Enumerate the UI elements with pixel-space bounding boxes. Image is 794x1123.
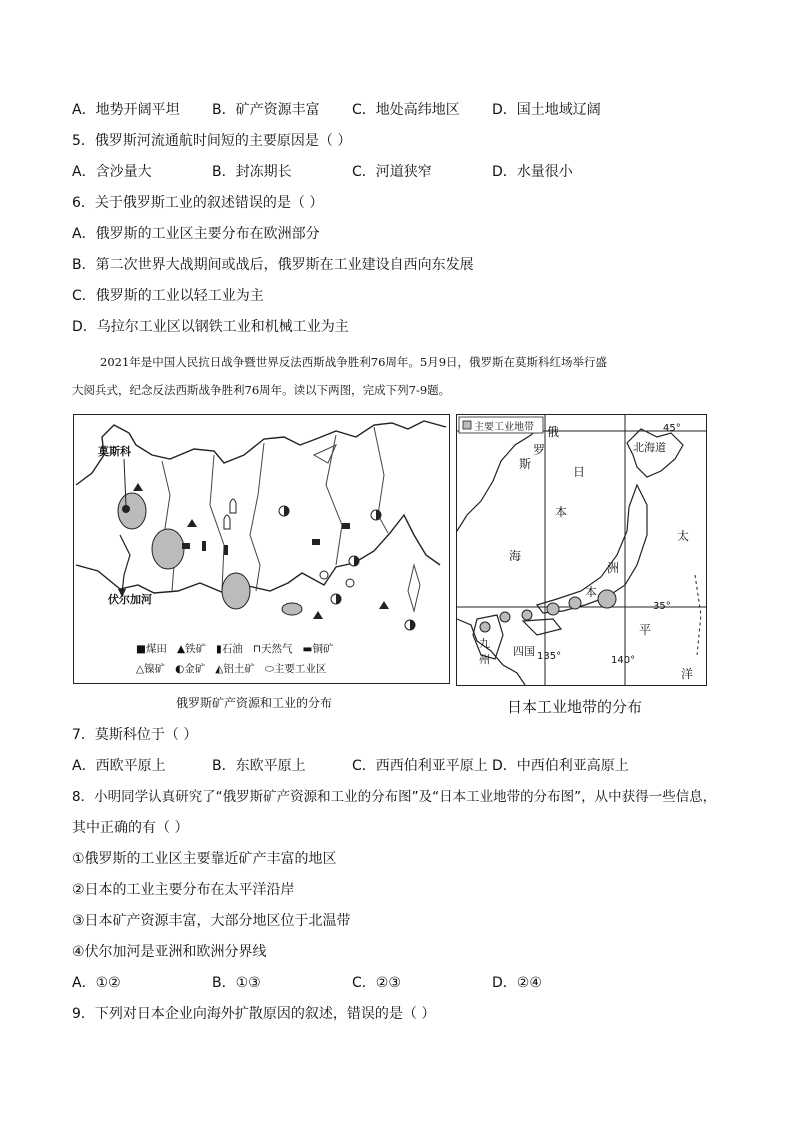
q5-stem: 5．俄罗斯河流通航时间短的主要原因是（ ） <box>72 133 352 149</box>
q8-stem-line-2: 其中正确的有（ ） <box>72 820 189 836</box>
q7-stem: 7．莫斯科位于（ ） <box>72 727 198 743</box>
japan-sea-char-2: 本 <box>555 505 568 519</box>
q4-option-b[interactable]: B．矿产资源丰富 <box>212 102 320 118</box>
q6-option-c[interactable]: C．俄罗斯的工业以轻工业为主 <box>72 288 264 304</box>
q7-option-d[interactable]: D．中西伯利亚高原上 <box>492 758 629 774</box>
shikoku-label: 四国 <box>513 645 535 658</box>
lon-140-label: 140° <box>611 655 636 666</box>
russia-legend-row-2 <box>136 661 326 676</box>
legend-copper: 铜矿 <box>312 643 334 655</box>
nickel-icon: △ <box>136 663 145 675</box>
q8-option-c[interactable]: C．②③ <box>352 975 401 991</box>
gold-icon: ◐ <box>175 663 185 675</box>
lat-45-label: 45° <box>663 423 681 434</box>
legend-industrial-zone: 主要工业区 <box>273 663 327 675</box>
q8-stem-line-1: 8．小明同学认真研究了“俄罗斯矿产资源和工业的分布图”及“日本工业地带的分布图”，从中获得一些信息， <box>72 789 717 805</box>
q8-option-b[interactable]: B．①③ <box>212 975 261 991</box>
oil-icon: ▮ <box>216 643 222 655</box>
iron-icon: ▲ <box>176 643 186 655</box>
q4-option-c[interactable]: C．地处高纬地区 <box>352 102 460 118</box>
japan-industrial-map <box>456 414 707 686</box>
honshu-char-1: 本 <box>585 585 598 599</box>
industrial-zone-icon: ⬭ <box>264 663 274 675</box>
q9-stem: 9．下列对日本企业向海外扩散原因的叙述，错误的是（ ） <box>72 1006 436 1022</box>
legend-iron: 铁矿 <box>185 643 207 655</box>
russia-label-char-1: 俄 <box>547 425 560 439</box>
russia-label-char-3: 斯 <box>519 457 532 471</box>
japan-sea-char-3: 海 <box>509 549 522 563</box>
q8-option-d[interactable]: D．②④ <box>492 975 542 991</box>
q5-option-b[interactable]: B．封冻期长 <box>212 164 292 180</box>
japan-sea-char-1: 日 <box>573 465 586 479</box>
russia-map-caption: 俄罗斯矿产资源和工业的分布 <box>176 696 333 710</box>
q8-statement-4: ④伏尔加河是亚洲和欧洲分界线 <box>72 944 267 960</box>
pacific-char-1: 太 <box>677 529 690 543</box>
q6-option-a[interactable]: A．俄罗斯的工业区主要分布在欧洲部分 <box>72 226 320 242</box>
copper-icon: ▬ <box>302 643 313 655</box>
kyushu-char-1: 九 <box>479 637 490 650</box>
passage-line-2: 大阅兵式，纪念反法西斯战争胜利76周年。读以下两图，完成下列7-9题。 <box>72 383 451 397</box>
q8-statement-3: ③日本矿产资源丰富，大部分地区位于北温带 <box>72 913 351 929</box>
q7-option-a[interactable]: A．西欧平原上 <box>72 758 166 774</box>
q7-option-c[interactable]: C．西西伯利亚平原上 <box>352 758 488 774</box>
honshu-char-2: 洲 <box>607 561 620 575</box>
q8-statement-1: ①俄罗斯的工业区主要靠近矿产丰富的地区 <box>72 851 337 867</box>
russia-legend-row-1 <box>136 641 333 656</box>
q6-stem: 6．关于俄罗斯工业的叙述错误的是（ ） <box>72 195 324 211</box>
moscow-label: 莫斯科 <box>98 445 131 458</box>
q4-option-d[interactable]: D．国土地域辽阔 <box>492 102 601 118</box>
kyushu-char-2: 州 <box>479 653 490 666</box>
q6-option-d[interactable]: D．乌拉尔工业区以钢铁工业和机械工业为主 <box>72 319 349 335</box>
q5-option-c[interactable]: C．河道狭窄 <box>352 164 432 180</box>
volga-label: 伏尔加河 <box>108 593 152 606</box>
legend-bauxite: 铝土矿 <box>223 663 255 675</box>
bauxite-icon: ◭ <box>215 663 224 675</box>
japan-map-caption: 日本工业地带的分布 <box>507 698 643 716</box>
q8-option-a[interactable]: A．①② <box>72 975 121 991</box>
legend-gold: 金矿 <box>184 663 206 675</box>
q6-option-b[interactable]: B．第二次世界大战期间或战后，俄罗斯在工业建设自西向东发展 <box>72 257 474 273</box>
q5-option-a[interactable]: A．含沙量大 <box>72 164 152 180</box>
q7-option-b[interactable]: B．东欧平原上 <box>212 758 306 774</box>
coal-icon: ■ <box>136 643 146 655</box>
pacific-char-2: 平 <box>639 623 652 637</box>
passage-line-1: 2021年是中国人民抗日战争暨世界反法西斯战争胜利76周年。5月9日，俄罗斯在莫斯科红场举行盛 <box>100 355 608 369</box>
russia-resource-map <box>73 414 450 684</box>
lat-35-label: 35° <box>653 601 671 612</box>
q5-option-d[interactable]: D．水量很小 <box>492 164 573 180</box>
russia-label-char-2: 罗 <box>533 443 546 457</box>
lon-135-label: 135° <box>537 651 562 662</box>
q8-statement-2: ②日本的工业主要分布在太平洋沿岸 <box>72 882 295 898</box>
legend-gas: 天然气 <box>261 643 293 655</box>
japan-map-drawing <box>457 415 706 685</box>
pacific-char-3: 洋 <box>681 667 694 681</box>
legend-oil: 石油 <box>221 643 243 655</box>
hokkaido-label: 北海道 <box>633 441 666 454</box>
q4-option-a[interactable]: A．地势开阔平坦 <box>72 102 180 118</box>
legend-coal: 煤田 <box>145 643 167 655</box>
japan-legend-label: 主要工业地带 <box>474 422 534 433</box>
legend-nickel: 镍矿 <box>144 663 166 675</box>
gas-icon: ⊓ <box>252 643 262 655</box>
